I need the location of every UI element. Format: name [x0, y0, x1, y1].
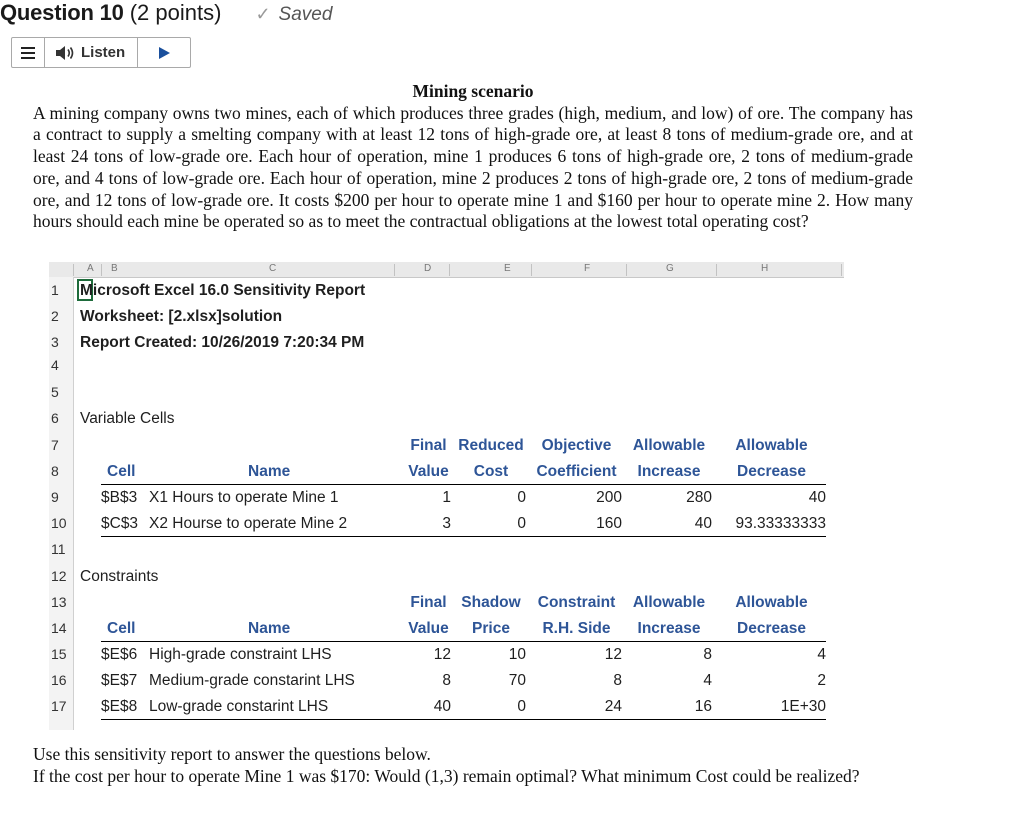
header-allowable-inc: Allowable: [632, 437, 706, 454]
cell-shadow: 10: [508, 646, 526, 663]
header-allowable-dec: Allowable: [735, 437, 808, 454]
header-value: Value: [408, 620, 449, 637]
header-decrease: Decrease: [737, 463, 806, 480]
column-letter: H: [761, 263, 769, 274]
header-allowable-inc: Allowable: [632, 594, 706, 611]
variable-cells-heading: Variable Cells: [80, 410, 175, 427]
row-number: 15: [51, 646, 67, 662]
header-final: Final: [410, 437, 447, 454]
header-reduced: Reduced: [458, 437, 524, 454]
header-name: Name: [248, 620, 291, 637]
header-cell: Cell: [107, 463, 136, 480]
column-letter: B: [111, 263, 118, 274]
cell-name: Medium-grade constarint LHS: [149, 672, 355, 689]
checkmark-icon: ✓: [255, 4, 271, 24]
row-number: 1: [51, 282, 59, 298]
column-letter: D: [424, 263, 432, 274]
play-icon: [157, 46, 171, 60]
cell-decrease: 2: [817, 672, 826, 689]
read-aloud-toolbar: [11, 37, 191, 68]
question-header: [0, 0, 332, 30]
sensitivity-report-image: [49, 262, 844, 730]
play-button[interactable]: [138, 38, 190, 67]
report-created: Report Created: 10/26/2019 7:20:34 PM: [80, 334, 365, 351]
header-name: Name: [248, 463, 291, 480]
row-number: 5: [51, 384, 59, 400]
cell-decrease: 40: [808, 489, 826, 506]
table-bottom-border: [101, 719, 826, 720]
row-number: 11: [51, 541, 66, 557]
listen-label: Listen: [81, 44, 126, 61]
row-number: 7: [51, 437, 59, 453]
header-cost: Cost: [473, 463, 509, 480]
cell-shadow: 70: [508, 672, 526, 689]
cell-final: 3: [442, 515, 451, 532]
constraints-heading: Constraints: [80, 568, 159, 585]
cell-final: 40: [433, 698, 451, 715]
report-title: Microsoft Excel 16.0 Sensitivity Report: [80, 282, 366, 299]
cell-final: 1: [442, 489, 451, 506]
row-number: 12: [51, 568, 67, 584]
cell-final: 12: [433, 646, 451, 663]
question-title: Question 10: [0, 0, 124, 25]
row-number: 8: [51, 463, 59, 479]
cell-ref: $C$3: [101, 515, 139, 532]
cell-objective: 160: [596, 515, 622, 532]
column-letter: F: [584, 263, 591, 274]
column-letter: C: [269, 263, 277, 274]
row-number: 2: [51, 308, 59, 324]
row-number: 3: [51, 334, 59, 350]
cell-final: 8: [442, 672, 451, 689]
header-price: Price: [472, 620, 510, 637]
cell-ref: $E$7: [101, 672, 138, 689]
row-number: 13: [51, 594, 67, 610]
row-number: 10: [51, 515, 67, 531]
row-number: 4: [51, 357, 59, 373]
cell-ref: $E$6: [101, 646, 138, 663]
header-decrease: Decrease: [737, 620, 806, 637]
row-number: 9: [51, 489, 59, 505]
cell-increase: 40: [694, 515, 712, 532]
scenario-title: Mining scenario: [412, 81, 534, 101]
header-underline: [101, 484, 826, 485]
column-letter: E: [504, 263, 511, 274]
cell-decrease: 93.33333333: [735, 515, 826, 532]
column-letter: A: [87, 263, 94, 274]
cell-increase: 8: [703, 646, 712, 663]
row-number: 17: [51, 698, 67, 714]
cell-decrease: 4: [817, 646, 826, 663]
header-allowable-dec: Allowable: [735, 594, 808, 611]
header-increase: Increase: [637, 463, 701, 480]
menu-button[interactable]: [12, 38, 45, 67]
saved-label: Saved: [278, 4, 333, 25]
cell-rhs: 8: [613, 672, 622, 689]
header-objective: Objective: [541, 437, 612, 454]
header-rhs: R.H. Side: [542, 620, 611, 637]
header-constraint: Constraint: [537, 594, 616, 611]
header-increase: Increase: [637, 620, 701, 637]
report-worksheet: Worksheet: [2.xlsx]solution: [80, 308, 283, 325]
prompt-line-2: If the cost per hour to operate Mine 1 was $170: Would (1,3) remain optimal? What minimum Cost could be realized?: [33, 765, 860, 786]
header-coefficient: Coefficient: [536, 463, 617, 480]
row-number: 14: [51, 620, 67, 636]
question-points: (2 points): [129, 0, 222, 25]
cell-shadow: 0: [517, 698, 526, 715]
cell-ref: $B$3: [101, 489, 138, 506]
cell-reduced: 0: [517, 515, 526, 532]
listen-button[interactable]: [45, 38, 138, 67]
header-shadow: Shadow: [461, 594, 521, 611]
scenario-body: A mining company owns two mines, each of which produces three grades (high, medium, and low) of ore. The company has a contract to supply a smelting company with at least 12 tons of high-grade ore, at least 8 tons of medium-grade ore, and at least 24 tons of low-grade ore. Each hour of operation, mine 1 produces 6 tons of high-grade ore, 2 tons of medium-grade ore, and 4 tons of low-grade ore. Each hour of operation, mine 2 produces 2 tons of high-grade ore, 2 tons of medium-grade ore, and 12 tons of low-grade ore. It costs $200 per hour to operate mine 1 and $160 per hour to operate mine 2. How many hours should each mine be operated so as to meet the contractual obligations at the lowest total operating cost?: [33, 102, 913, 232]
speaker-icon: [55, 45, 75, 61]
table-bottom-border: [101, 536, 826, 537]
column-header-bar: [49, 262, 844, 278]
cell-increase: 280: [686, 489, 712, 506]
cell-name: Low-grade constarint LHS: [149, 698, 329, 715]
row-number: 16: [51, 672, 67, 688]
prompt-line-1: Use this sensitivity report to answer the questions below.: [33, 744, 431, 764]
header-underline: [101, 641, 826, 642]
column-letter: G: [666, 263, 674, 274]
cell-name: High-grade constraint LHS: [149, 646, 332, 663]
saved-status: [255, 4, 332, 26]
cell-ref: $E$8: [101, 698, 138, 715]
header-value: Value: [408, 463, 449, 480]
cell-decrease: 1E+30: [780, 698, 826, 715]
cell-rhs: 24: [604, 698, 622, 715]
cell-objective: 200: [596, 489, 622, 506]
header-final: Final: [410, 594, 447, 611]
cell-reduced: 0: [517, 489, 526, 506]
question-prompt: [33, 744, 933, 787]
header-cell: Cell: [107, 620, 136, 637]
scenario-text: [33, 81, 913, 233]
cell-rhs: 12: [604, 646, 622, 663]
cell-increase: 16: [694, 698, 712, 715]
cell-increase: 4: [703, 672, 712, 689]
row-number: 6: [51, 410, 59, 426]
cell-name: X2 Hourse to operate Mine 2: [149, 515, 348, 532]
hamburger-icon: [21, 45, 35, 60]
cell-name: X1 Hours to operate Mine 1: [149, 489, 339, 506]
